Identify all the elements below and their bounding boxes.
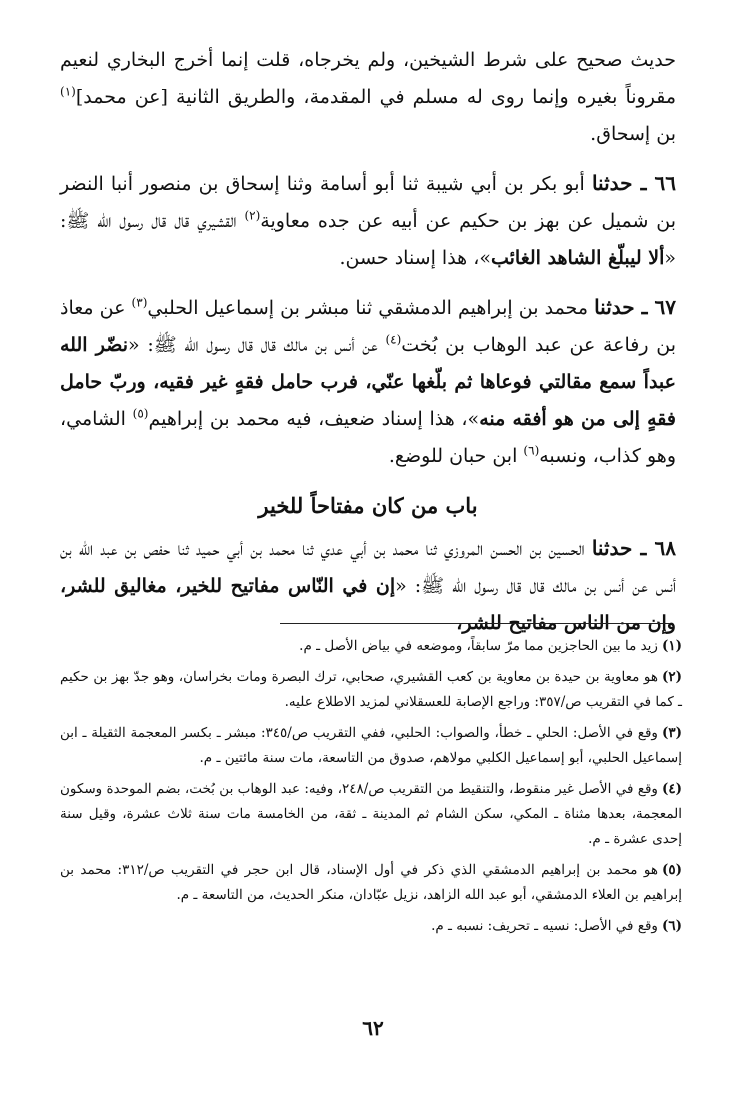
paragraph-intro: حديث صحيح على شرط الشيخين، ولم يخرجاه، قلت إنما أخرج البخاري لنعيم مقروناً بغيره وإنما روى له مسلم في المقدمة، والطريق الثانية [عن محمد]$^{(١)}$ بن إسحاق. [60, 49, 676, 145]
main-text [60, 42, 676, 642]
footnote-ref-3[interactable]: (٣) [131, 295, 148, 310]
hadith-quote: إن في النّاس مفاتيح للخير، مغاليق للشر، وإن من الناس مفاتيح للشر، [60, 575, 676, 634]
footnote-4: (٤)وقع في الأصل غير منقوط، والتنقيط من التقريب ص/٢٤٨، وفيه: عبد الوهاب بن بُخت، بضم الموحدة وسكون المعجمة، بعدها مثناة ـ المكي، سكن الشام ثم المدينة ـ ثقة، من الخامسة مات سنة ثلاث عشرة، وقيل سنة إحدى عشرة ـ م. [60, 781, 682, 847]
footnote-6: (٦)وقع في الأصل: نسيه ـ تحريف: نسبه ـ م. [431, 918, 682, 934]
hadith-number: ٦٦ ـ [632, 171, 676, 195]
hadith-heading: حدثنا [591, 171, 633, 195]
chapter-title: باب من كان مفتاحاً للخير [258, 493, 478, 518]
footnote-ref-4[interactable]: (٤) [385, 332, 402, 347]
hadith-number: ٦٨ ـ [632, 536, 676, 560]
footnote-5: (٥)هو محمد بن إبراهيم الدمشقي الذي ذكر في أول الإسناد، قال ابن حجر في التقريب ص/٣١٢: محمد بن إبراهيم بن العلاء الدمشقي، أبو عبد الله الزاهد، نزيل عبّادان، منكر الحديث، من التاسعة ـ م. [60, 862, 682, 903]
footnote-ref-6[interactable]: (٦) [523, 443, 540, 458]
footnote-ref-2[interactable]: (٢) [244, 208, 261, 223]
hadith-quote: نضّر الله عبداً سمع مقالتي فوعاها ثم بلّغها عنّي، فرب حامل فقهٍ غير فقيه، وربّ حامل فقهٍ إلى من هو أفقه منه [60, 334, 676, 430]
footnote-ref-1[interactable]: (١) [60, 84, 76, 99]
footnote-ref-5[interactable]: (٥) [132, 406, 149, 421]
hadith-67: ٦٧ ـ حدثنا محمد بن إبراهيم الدمشقي ثنا مبشر بن إسماعيل الحلبي$^{(٣)}$ عن معاذ بن رفاعة عن عبد الوهاب بن بُخت$^{(٤)}$ عن أنس بن مالك قال قال رسول الله ﷺ: «نضّر الله عبداً سمع مقالتي فوعاها ثم بلّغها عنّي، فرب حامل فقهٍ غير فقيه، وربّ حامل فقهٍ إلى من هو أفقه منه»، هذا إسناد ضعيف، فيه محمد بن إبراهيم$^{(٥)}$ الشامي، وهو كذاب، ونسبه$^{(٦)}$ ابن حبان للوضع. [60, 295, 676, 467]
hadith-66: ٦٦ ـ حدثنا أبو بكر بن أبي شيبة ثنا أبو أسامة وثنا إسحاق بن منصور أنبا النضر بن شميل عن بهز بن حكيم عن أبيه عن جده معاوية$^{(٢)}$ القشيري قال قال رسول الله ﷺ: «ألا ليبلّغ الشاهد الغائب»، هذا إسناد حسن. [60, 171, 676, 269]
footnote-divider [280, 623, 670, 624]
hadith-number: ٦٧ ـ [634, 295, 676, 319]
footnote-1: (١)زيد ما بين الحاجزين مما مرّ سابقاً، وموضعه في بياض الأصل ـ م. [299, 638, 682, 654]
footnote-2: (٢)هو معاوية بن حيدة بن معاوية بن كعب القشيري، صحابي، ترك البصرة ومات بخراسان، وهو جدّ بهز بن حكيم ـ كما في التقريب ص/٣٥٧: وراجع الإصابة للعسقلاني لمزيد الاطلاع عليه. [60, 669, 682, 710]
hadith-heading: حدثنا [594, 295, 635, 319]
hadith-68: ٦٨ ـ حدثنا الحسين بن الحسن المروزي ثنا محمد بن أبي عدي ثنا محمد بن أبي حميد ثنا حفص بن عبد الله بن أنس عن أنس بن مالك قال قال رسول الله ﷺ: «إن في النّاس مفاتيح للخير، مغاليق للشر، وإن من الناس مفاتيح للشر، [60, 536, 676, 634]
hadith-quote: ألا ليبلّغ الشاهد الغائب [490, 247, 665, 269]
hadith-heading: حدثنا [591, 536, 633, 560]
footnote-3: (٣)وقع في الأصل: الحلي ـ خطأ، والصواب: الحلبي، ففي التقريب ص/٣٤٥: مبشر ـ بكسر المعجمة الثقيلة ـ ابن إسماعيل الحلبي، أبو إسماعيل الكلبي مولاهم، صدوق من التاسعة، مات سنة مائتين ـ م. [60, 725, 682, 766]
footnotes [60, 634, 682, 945]
page-number: ٦٢ [362, 1016, 384, 1040]
